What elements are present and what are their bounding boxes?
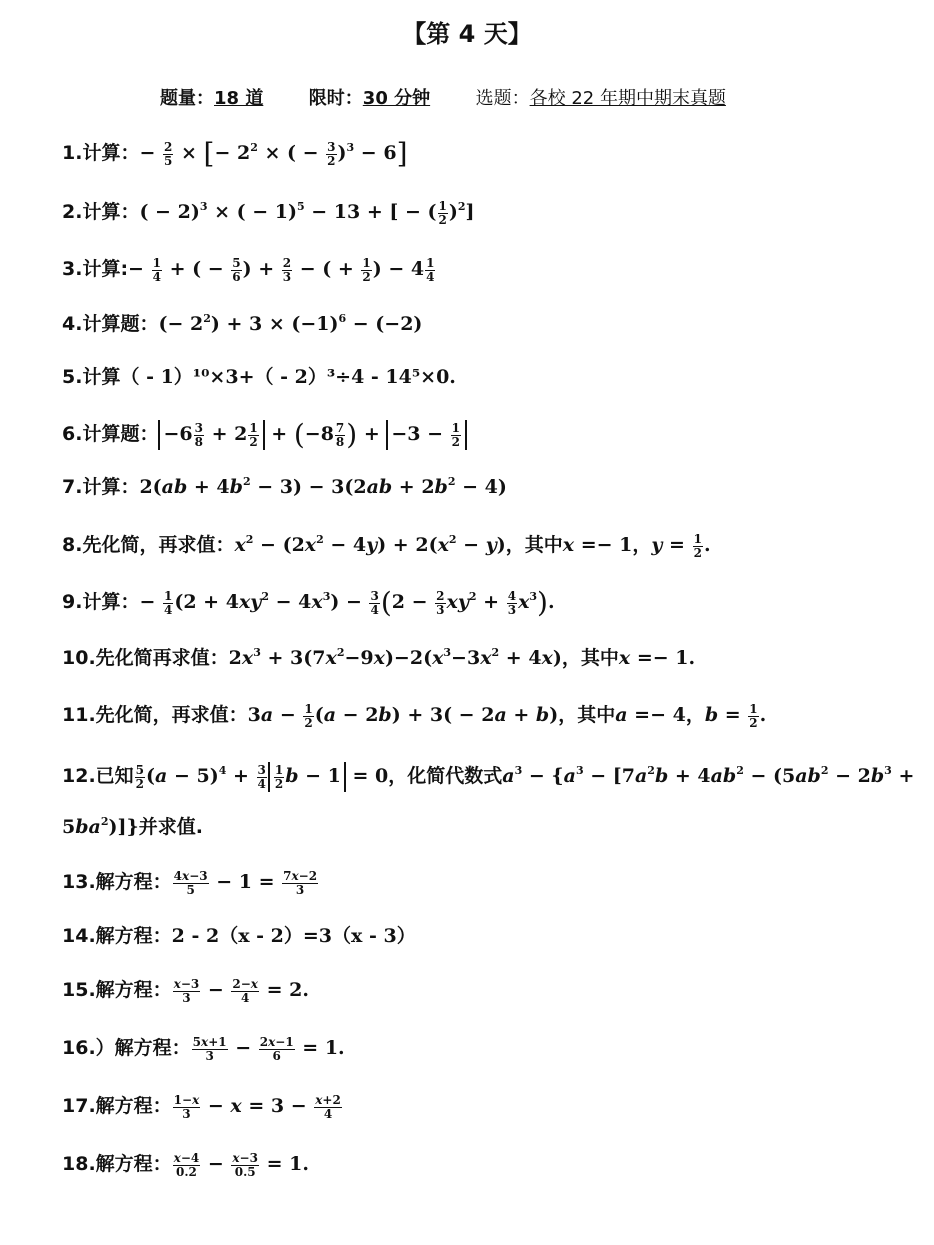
problem-10-where: ，其中 — [561, 647, 619, 669]
problem-1 — [62, 137, 408, 171]
problem-12-expression-line2: $5ba^2$)]} — [62, 815, 139, 838]
problem-8-where: ，其中 — [505, 534, 563, 557]
problem-10 — [62, 646, 696, 669]
problem-15 — [62, 978, 309, 1004]
problem-5 — [62, 368, 456, 387]
problem-18-label: 18.解方程： — [62, 1153, 172, 1176]
problem-6-expression: −6 $\frac{3}{8}$ + 2 $\frac{1}{2}$ + (−8 $\frac{7}{8}$ ) + −3 − $\frac{1}{2}$ — [158, 423, 467, 445]
problem-9 — [62, 586, 555, 620]
count-value: 18 道 — [214, 88, 264, 109]
problem-7-expression: $2(ab + 4b^2 - 3) - 3(2ab + 2b^2 - 4)$ — [139, 475, 507, 498]
problem-4-label: 4.计算题： — [62, 313, 159, 335]
problem-3 — [62, 257, 436, 283]
problem-14-expression: 2 - 2（x - 2）=3（x - 3） — [171, 925, 416, 947]
problem-12-label: 12.已知 — [62, 765, 134, 788]
problem-11 — [62, 703, 766, 729]
problem-17-label: 17.解方程： — [62, 1095, 172, 1118]
problem-4 — [62, 312, 423, 335]
problem-10-values: x =− 1. — [618, 647, 696, 669]
problem-10-expression: $2x^3 + 3(7x^2-9x)-2(x^3-3x^2 + 4x)$ — [228, 646, 562, 669]
time-value: 30 分钟 — [362, 88, 431, 109]
problem-4-expression: (− $2^2) + 3 \times (-1)^6 - (-2)$ — [158, 312, 423, 335]
problem-11-expression: 3a − $\frac{1}{2}$ (a − 2b) + 3( − 2a + b) — [247, 702, 559, 730]
problem-18-expression: $\frac{x-4}{0.2}$ − $\frac{x-3}{0.5}$ = 1. — [173, 1151, 309, 1179]
problem-7-label: 7.计算： — [62, 476, 140, 498]
problem-6 — [62, 420, 467, 450]
problem-13-label: 13.解方程： — [62, 871, 172, 894]
problem-13 — [62, 870, 319, 896]
problem-8 — [62, 533, 711, 559]
problem-10-label: 10.先化简再求值： — [62, 647, 229, 669]
problem-11-where: ，其中 — [558, 704, 616, 727]
problem-18 — [62, 1152, 309, 1178]
problem-9-label: 9.计算： — [62, 591, 140, 614]
problem-8-values: x =− 1，y = $\frac{1}{2}$ . — [562, 532, 711, 560]
problem-15-expression: $\frac{x-3}{3}$ − $\frac{2-x}{4}$ = 2. — [173, 977, 309, 1005]
problem-7 — [62, 475, 507, 498]
problem-16-expression: $\frac{5x+1}{3}$ − $\frac{2x-1}{6}$ = 1. — [192, 1035, 345, 1063]
problem-3-label: 3.计算: — [62, 258, 129, 281]
time-label: 限时： — [308, 88, 363, 109]
problem-16-label: 16.）解方程： — [62, 1037, 191, 1060]
problem-5-expression: （ - 1）¹⁰×3+（ - 2）³÷4 - 14⁵×0. — [120, 366, 456, 388]
problem-14 — [62, 927, 416, 946]
problem-12-condition: $\frac{5}{2}$ $(a - 5)^4$ + $\frac{3}{4}$ $\frac{1}{2}$ b − 1 = 0， — [135, 763, 408, 791]
problem-13-expression: $\frac{4x-3}{5}$ − 1 = $\frac{7x-2}{3}$ — [173, 869, 318, 897]
problem-8-label: 8.先化简，再求值： — [62, 534, 235, 557]
problem-11-values: a =− 4，b = $\frac{1}{2}$ . — [615, 702, 767, 730]
problem-14-label: 14.解方程： — [62, 925, 172, 947]
problem-3-expression: − $\frac{1}{4}$ + ( − $\frac{5}{6}$ ) + $\frac{2}{3}$ − ( + $\frac{1}{2}$ ) − 4 $\frac{1}{4}$ — [128, 256, 435, 284]
problem-12-continued — [62, 815, 203, 838]
problem-1-label: 1.计算： — [62, 142, 140, 165]
source-label: 选题： — [475, 88, 530, 109]
page-title: 【第 4 天】 — [402, 20, 532, 48]
problem-16 — [62, 1036, 345, 1062]
problem-12-expression-line1: $a^3 - \{a^3 - [7a^2b + 4ab^2 - (5ab^2 - 2b^3$ + — [502, 764, 915, 788]
problem-12-mid: 化简代数式 — [407, 765, 503, 788]
problem-15-label: 15.解方程： — [62, 979, 172, 1002]
problem-8-expression: $x^2 - (2x^2 - 4y) + 2(x^2 - y)$ — [234, 533, 506, 557]
problem-2-label: 2.计算： — [62, 201, 140, 224]
problem-11-label: 11.先化简，再求值： — [62, 704, 248, 727]
source-value: 各校 22 年期中期末真题 — [529, 88, 726, 109]
problem-2 — [62, 200, 475, 226]
problem-17 — [62, 1094, 343, 1120]
problem-12-end: 并求值. — [138, 816, 203, 838]
count-label: 题量： — [160, 88, 214, 109]
problem-12 — [62, 762, 914, 792]
problem-9-expression: − $\frac{1}{4}$ $(2 + 4xy^2 - 4x^3)$ − $\frac{3}{4}$ (2 − $\frac{2}{3}$ $xy^2$ + $\frac{4}{3}$ $x^3$). — [139, 586, 555, 620]
problem-6-label: 6.计算题： — [62, 423, 159, 446]
worksheet-meta — [160, 84, 726, 110]
problem-2-expression: ( − 2)$^3$ × ( − 1)$^5$ − 13 + [ − ( $\frac{1}{2}$ )$^2$] — [139, 199, 475, 227]
problem-5-label: 5.计算 — [62, 366, 121, 388]
problem-1-expression: − $\frac{2}{5}$ × [− $2^2$ × ( − $\frac{3}{2}$ )$^3$ − 6] — [139, 137, 408, 171]
problem-17-expression: $\frac{1-x}{3}$ − x = 3 − $\frac{x+2}{4}$ — [173, 1093, 341, 1121]
